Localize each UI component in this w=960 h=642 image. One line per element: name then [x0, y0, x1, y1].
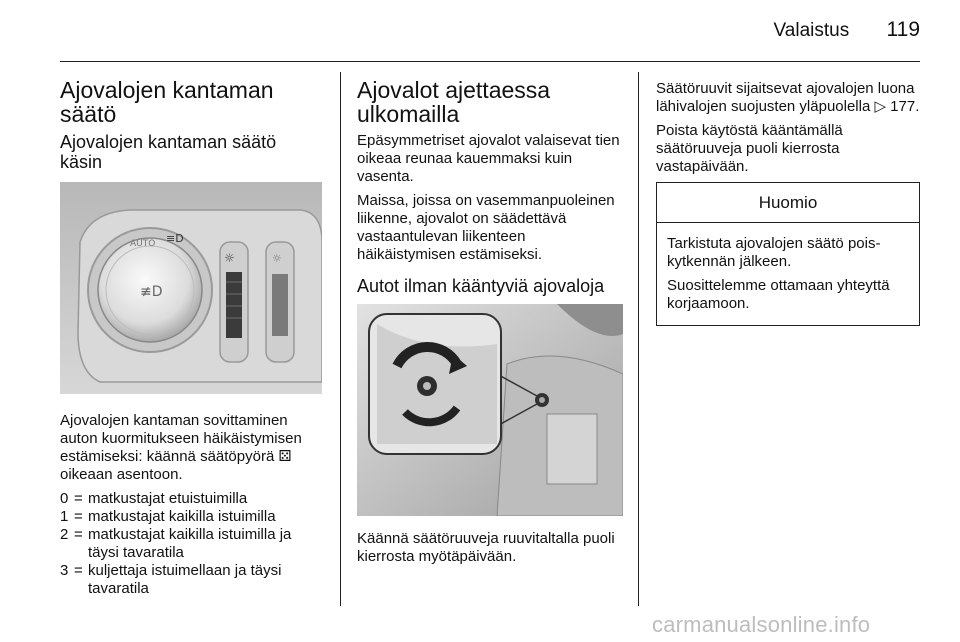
column-2: [357, 78, 623, 572]
auto-label: AUTO: [130, 239, 156, 249]
column-divider-1: [340, 72, 341, 606]
paragraph-asymmetric: Epäsymmetriset ajovalot valaisevat tien oikeaa reunaa kauemmaksi kuin vasenta.: [357, 132, 620, 185]
list-item: 2 = matkustajat kaikilla istuimilla ja täysi tavaratila: [60, 526, 292, 561]
figure-caption: Käännä säätöruuveja ruuvitaltalla puoli kierrosta myötäpäivään.: [357, 530, 615, 565]
note-paragraph-check: Tarkistuta ajovalojen säätö pois-kytkennän jälkeen.: [667, 235, 881, 270]
note-paragraph-workshop: Suosittelemme ottamaan yhteyttä korjaamoon.: [667, 277, 890, 312]
list-item: 0 = matkustajat etuistuimilla: [60, 490, 248, 507]
paragraph-screw-location: Säätöruuvit sijaitsevat ajovalojen luona lähivalojen suojusten yläpuolella ▷ 177.: [656, 80, 920, 115]
column-3: [656, 80, 920, 326]
note-title: Huomio: [657, 183, 919, 223]
list-item: 1 = matkustajat kaikilla istuimilla: [60, 508, 276, 525]
watermark: carmanualsonline.info: [652, 612, 871, 637]
light-switch-panel-image: [60, 182, 322, 394]
paragraph-left-traffic: Maissa, joissa on vasemmanpuoleinen liikenne, ajovalot on säädettävä vastaantulevan liikenteen häikäistymisen estämiseksi.: [357, 192, 615, 263]
load-position-list: [60, 490, 322, 598]
svg-text:≢D: ≢D: [140, 284, 163, 300]
list-item: 3 = kuljettaja istuimellaan ja täysi tavaratila: [60, 562, 282, 597]
subsection-heading-no-swivel: Autot ilman kääntyviä ajovaloja: [357, 276, 605, 296]
svg-text:≡D: ≡D: [166, 232, 184, 245]
headlamp-adjuster-image: [357, 304, 623, 516]
note-body: [657, 223, 919, 325]
svg-text:☼: ☼: [224, 251, 235, 265]
range-instruction: Ajovalojen kantaman sovittaminen auton kuormitukseen häikäistymisen estämiseksi: käännä säätöpyörä ⚄ oikeaan asentoon.: [60, 412, 302, 483]
column-1: [60, 78, 322, 598]
page-number: 119: [886, 18, 920, 41]
paragraph-deactivate: Poista käytöstä kääntämällä säätöruuveja puoli kierrosta vastapäivään.: [656, 122, 843, 175]
note-box: [656, 182, 920, 326]
column-divider-2: [638, 72, 639, 606]
chapter-title: Valaistus: [773, 20, 850, 41]
section-heading-abroad: Ajovalot ajettaessa ulkomailla: [357, 77, 551, 127]
header-rule: [60, 61, 920, 62]
section-heading-range: Ajovalojen kantaman säätö: [60, 77, 274, 127]
range-wheel-icon: ⚄: [278, 448, 292, 465]
page-header: [774, 18, 920, 42]
subsection-heading-manual: Ajovalojen kantaman säätö käsin: [60, 132, 277, 172]
svg-text:☼: ☼: [272, 252, 282, 265]
